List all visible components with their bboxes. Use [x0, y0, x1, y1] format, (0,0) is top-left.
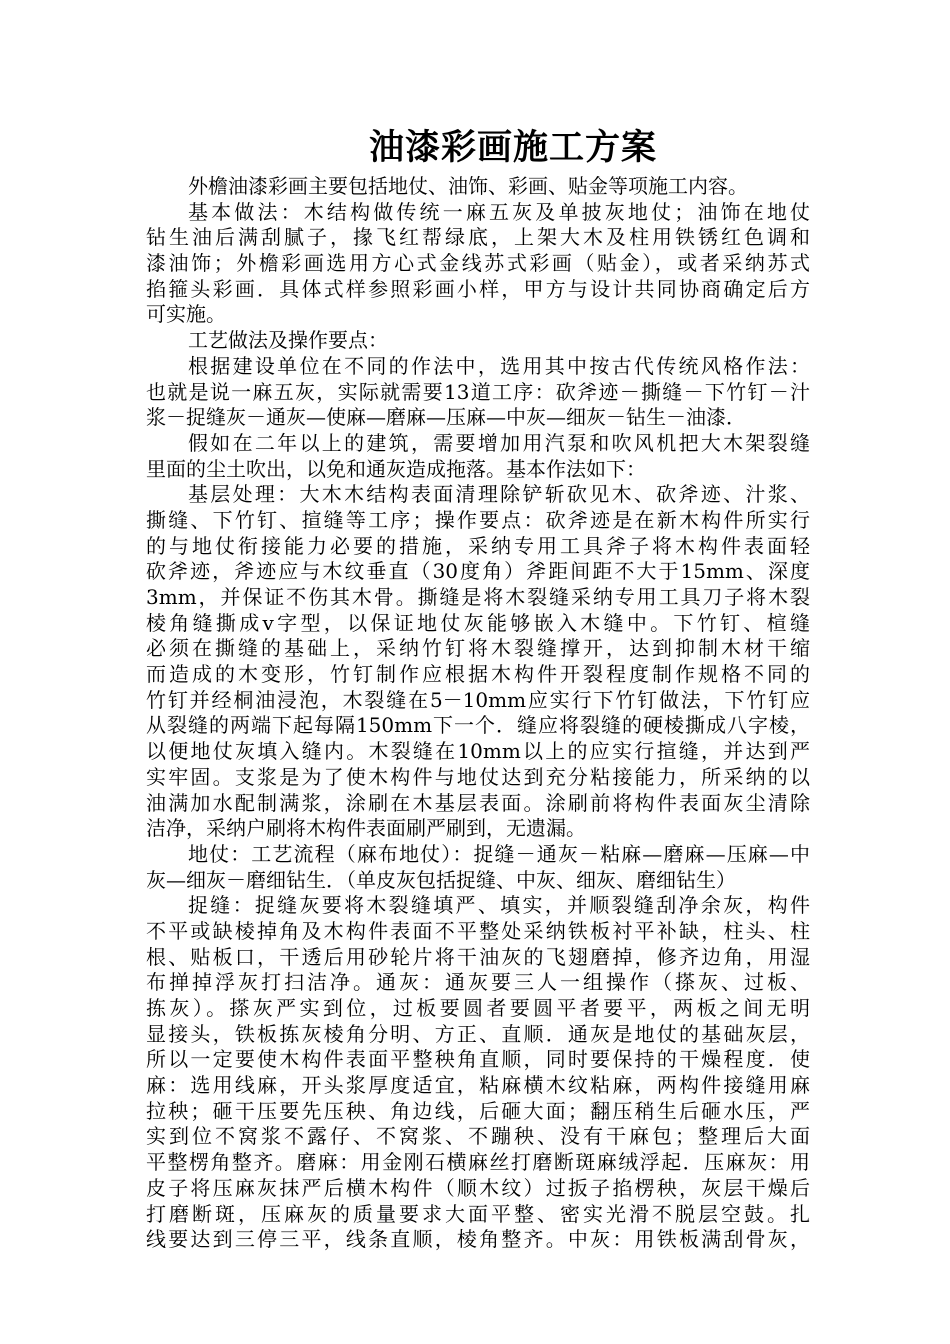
- text-line: 洁净，采纳户刷将木构件表面刷严刷到，无遗漏。: [146, 816, 586, 841]
- text-line: 漆油饰；外檐彩画选用方心式金线苏式彩画（贴金），或者采纳苏式: [146, 251, 810, 276]
- text-line: 从裂缝的两端下起每隔150mm下一个．缝应将裂缝的硬棱撕成八字棱，: [146, 713, 810, 738]
- text-line: 工艺做法及操作要点：: [188, 328, 388, 353]
- text-line: 钻生油后满刮腻子，掾飞红帮绿底，上架大木及柱用铁锈红色调和: [146, 225, 810, 250]
- text-line: 必须在撕缝的基础上，采纳竹钉将木裂缝撑开，达到抑制木材干缩: [146, 636, 810, 661]
- text-line: 竹钉并经桐油浸泡，木裂缝在5－10mm应实行下竹钉做法，下竹钉应: [146, 687, 810, 712]
- text-line: 3mm，并保证不伤其木骨。撕缝是将木裂缝采纳专用工具刀子将木裂: [146, 585, 810, 609]
- text-line: 以便地仗灰填入缝内。木裂缝在10mm以上的应实行揎缝，并达到严: [146, 739, 810, 764]
- text-line: 打磨断斑，压麻灰的质量要求大面平整、密实光滑不脱层空鼓。扎: [146, 1201, 810, 1226]
- text-line: 不平或缺棱掉角及木构件表面不平整处采纳铁板衬平补缺，柱头、柱: [146, 918, 810, 943]
- text-line: 实牢固。支浆是为了使木构件与地仗达到充分粘接能力，所采纳的以: [146, 764, 810, 789]
- text-line: 棱角缝撕成v字型，以保证地仗灰能够嵌入木缝中。下竹钉、楦缝: [146, 610, 810, 635]
- text-line: 平整楞角整齐。磨麻：用金刚石横麻丝打磨断斑麻绒浮起．压麻灰：用: [146, 1150, 810, 1175]
- text-line: 掐箍头彩画．具体式样参照彩画小样，甲方与设计共同协商确定后方: [146, 276, 810, 301]
- document-body: [146, 174, 810, 1253]
- text-line: 撕缝、下竹钉、揎缝等工序；操作要点：砍斧迹是在新木构件所实行: [146, 507, 810, 532]
- text-line: 外檐油漆彩画主要包括地仗、油饰、彩画、贴金等项施工内容。: [188, 174, 748, 198]
- text-line: 基本做法：木结构做传统一麻五灰及单披灰地仗；油饰在地仗: [188, 199, 810, 224]
- text-line: 地仗：工艺流程（麻布地仗）：捉缝－通灰－粘麻—磨麻—压麻—中: [188, 841, 810, 866]
- text-line: 的与地仗衔接能力必要的措施，采纳专用工具斧子将木构件表面轻: [146, 533, 810, 558]
- text-line: 根、贴板口，干透后用砂轮片将干油灰的飞翅磨掉，修齐边角，用湿: [146, 944, 810, 969]
- text-line: 显接头，铁板拣灰棱角分明、方正、直顺．通灰是地仗的基础灰层，: [146, 1021, 810, 1046]
- text-line: 砍斧迹，斧迹应与木纹垂直（30度角）斧距间距不大于15mm、深度: [146, 559, 810, 584]
- text-line: 基层处理：大木木结构表面清理除铲斩砍见木、砍斧迹、汁浆、: [188, 482, 810, 507]
- text-line: 可实施。: [146, 302, 226, 327]
- text-line: 油满加水配制满浆，涂刷在木基层表面。涂刷前将构件表面灰尘清除: [146, 790, 810, 815]
- text-line: 拣灰）。搽灰严实到位，过板要圆者要圆平者要平，两板之间无明: [146, 996, 810, 1020]
- text-line: 浆－捉缝灰－通灰—使麻—磨麻—压麻—中灰—细灰－钻生－油漆．: [146, 405, 746, 430]
- text-line: 线要达到三停三平，线条直顺，棱角整齐。中灰：用铁板满刮骨灰，: [146, 1227, 810, 1252]
- text-line: 灰—细灰－磨细钻生．（单皮灰包括捉缝、中灰、细灰、磨细钻生）: [146, 867, 736, 892]
- text-line: 皮子将压麻灰抹严后横木构件（顺木纹）过扳子掐楞秧，灰层干燥后: [146, 1175, 810, 1200]
- text-line: 实到位不窝浆不露仔、不窝浆、不蹦秧、没有干麻包；整理后大面: [146, 1124, 810, 1149]
- text-line: 假如在二年以上的建筑，需要增加用汽泵和吹风机把大木架裂缝: [188, 430, 810, 455]
- text-line: 根据建设单位在不同的作法中，选用其中按古代传统风格作法：: [188, 353, 810, 378]
- text-line: 里面的尘土吹出，以免和通灰造成拖落。基本作法如下：: [146, 456, 646, 481]
- text-line: 所以一定要使木构件表面平整秧角直顺，同时要保持的干燥程度．使: [146, 1047, 810, 1072]
- text-line: 布掸掉浮灰打扫洁净。通灰：通灰要三人一组操作（搽灰、过板、: [146, 970, 810, 995]
- text-line: 麻：选用线麻，开头浆厚度适宜，粘麻横木纹粘麻，两构件接缝用麻: [146, 1073, 810, 1098]
- text-line: 捉缝：捉缝灰要将木裂缝填严、填实，并顺裂缝刮净余灰，构件: [188, 893, 810, 918]
- text-line: 拉秧；砸干压要先压秧、角边线，后砸大面；翻压稍生后砸水压，严: [146, 1098, 810, 1123]
- text-line: 而造成的木变形，竹钉制作应根据木构件开裂程度制作规格不同的: [146, 662, 810, 687]
- document-title: 油漆彩画施工方案: [368, 127, 657, 168]
- text-line: 也就是说一麻五灰，实际就需要13道工序：砍斧迹－撕缝－下竹钉－汁: [146, 379, 810, 404]
